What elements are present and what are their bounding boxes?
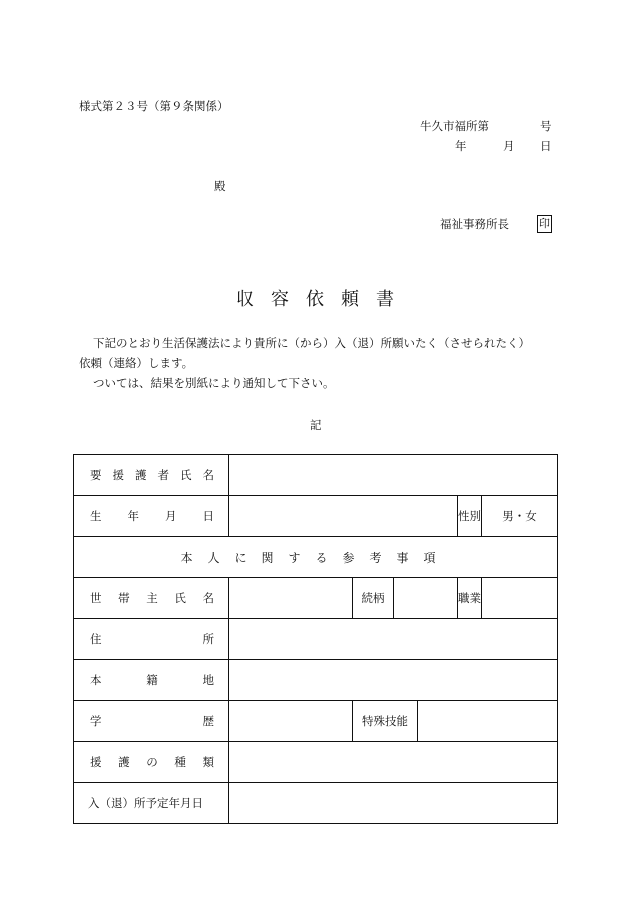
row-birth-date bbox=[74, 496, 558, 537]
seal-box: 印 bbox=[537, 215, 552, 233]
addressee-suffix: 殿 bbox=[214, 179, 226, 193]
form-number: 様式第２３号（第９条関係） bbox=[79, 99, 229, 113]
row-aid-type bbox=[74, 742, 558, 783]
gender-label: 性別 bbox=[458, 496, 482, 537]
row-entry-date bbox=[74, 783, 558, 824]
body-line-3: ついては、結果を別紙により通知して下さい。 bbox=[93, 376, 335, 390]
domicile-field[interactable] bbox=[229, 660, 558, 701]
date-day-label: 日 bbox=[540, 139, 552, 153]
occupation-label: 職業 bbox=[458, 578, 482, 619]
aid-type-label: 援 護 の 種 類 bbox=[74, 742, 229, 783]
date-year-label: 年 bbox=[455, 139, 467, 153]
special-skill-label: 特殊技能 bbox=[353, 701, 418, 742]
row-household-head bbox=[74, 578, 558, 619]
relation-field[interactable] bbox=[394, 578, 458, 619]
document-title: 収容依頼書 bbox=[236, 289, 411, 310]
body-line-2: 依頼（連絡）します。 bbox=[79, 356, 194, 370]
document-number-prefix: 牛久市福所第 bbox=[420, 119, 489, 133]
entry-date-field[interactable] bbox=[229, 783, 558, 824]
sender-title: 福祉事務所長 bbox=[440, 217, 509, 231]
occupation-field[interactable] bbox=[482, 578, 558, 619]
recipient-name-field[interactable] bbox=[229, 455, 558, 496]
household-head-field[interactable] bbox=[229, 578, 353, 619]
domicile-label: 本 籍 地 bbox=[74, 660, 229, 701]
body-line-1: 下記のとおり生活保護法により貴所に（から）入（退）所願いたく（させられたく） bbox=[93, 336, 530, 350]
row-reference-banner bbox=[74, 537, 558, 578]
address-label: 住 所 bbox=[74, 619, 229, 660]
date-month-label: 月 bbox=[503, 139, 515, 153]
birth-date-label: 生 年 月 日 bbox=[74, 496, 229, 537]
row-domicile bbox=[74, 660, 558, 701]
household-head-label: 世 帯 主 氏 名 bbox=[74, 578, 229, 619]
birth-date-field[interactable] bbox=[229, 496, 458, 537]
recipient-name-label: 要 援 護 者 氏 名 bbox=[74, 455, 229, 496]
document-number-suffix: 号 bbox=[540, 119, 552, 133]
aid-type-field[interactable] bbox=[229, 742, 558, 783]
row-address bbox=[74, 619, 558, 660]
row-education bbox=[74, 701, 558, 742]
education-field[interactable] bbox=[229, 701, 353, 742]
reference-banner: 本人に関する参考事項 bbox=[74, 537, 558, 578]
address-field[interactable] bbox=[229, 619, 558, 660]
education-label: 学 歴 bbox=[74, 701, 229, 742]
special-skill-field[interactable] bbox=[418, 701, 558, 742]
gender-options[interactable]: 男・女 bbox=[482, 496, 558, 537]
ki-label: 記 bbox=[310, 418, 322, 432]
request-form-table bbox=[73, 454, 558, 824]
row-recipient-name bbox=[74, 455, 558, 496]
relation-label: 続柄 bbox=[353, 578, 394, 619]
entry-date-label: 入（退）所予定年月日 bbox=[74, 783, 229, 824]
seal-mark bbox=[537, 215, 552, 233]
